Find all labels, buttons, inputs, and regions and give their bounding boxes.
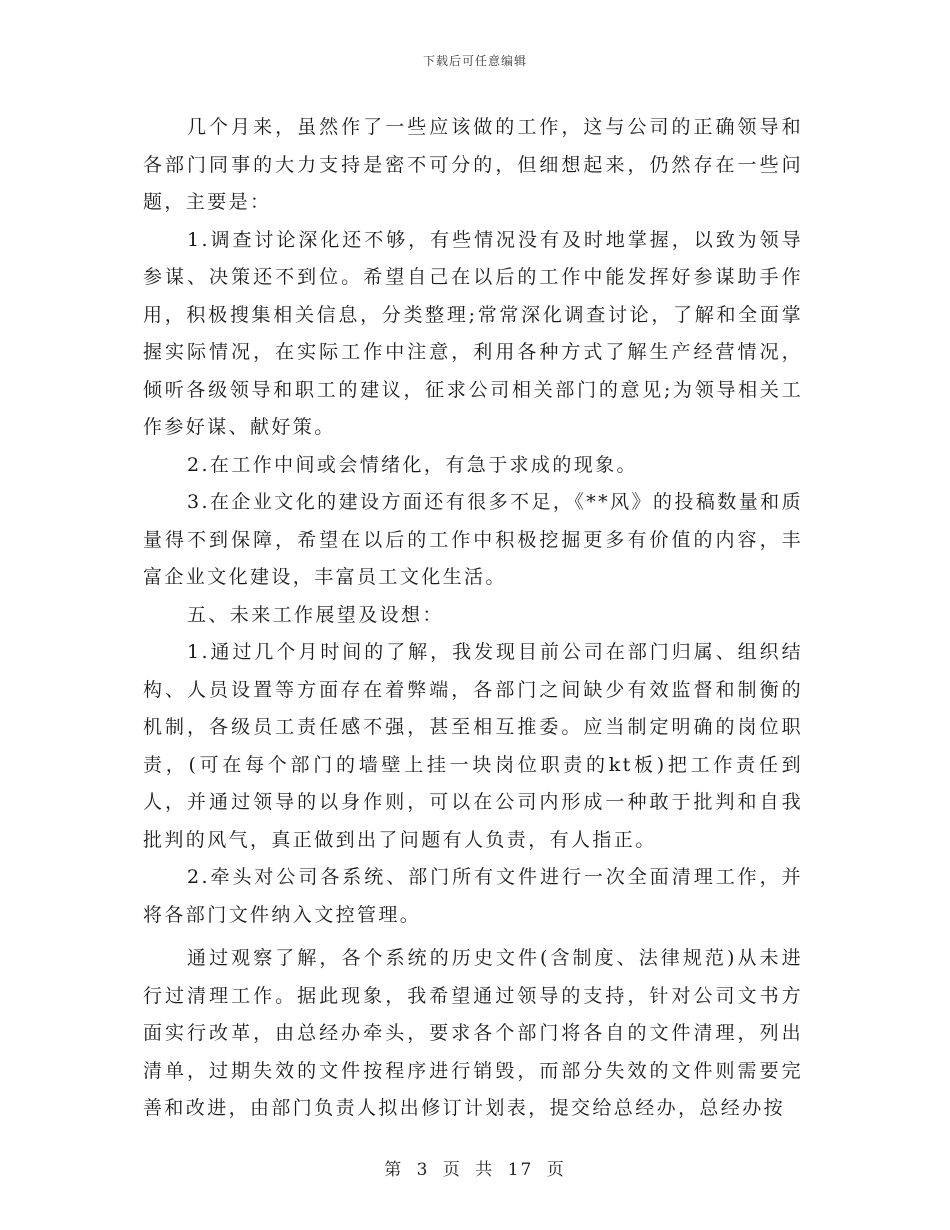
paragraph-observation: 通过观察了解，各个系统的历史文件(含制度、法律规范)从未进行过清理工作。据此现象，我希望通过领导的支持，针对公司文书方面实行改革，由总经办牵头，要求各个部门将各自的文件清理，列出清单，过期失效的文件按程序进行销毁，而部分失效的文件则需要完善和改进，由部门负责人拟出修订计划表，提交给总经办，总经办按 <box>143 947 803 1119</box>
paragraph-problems-intro: 几个月来，虽然作了一些应该做的工作，这与公司的正确领导和各部门同事的大力支持是密不可分的，但细想起来，仍然存在一些问题，主要是： <box>143 116 803 213</box>
page-number-footer: 第 3 页 共 17 页 <box>384 1160 566 1180</box>
paragraph-problem-2: 2.在工作中间或会情绪化，有急于求成的现象。 <box>187 453 638 476</box>
document-body <box>143 109 803 1128</box>
paragraph-outlook-1: 1.通过几个月时间的了解，我发现目前公司在部门归属、组织结构、人员设置等方面存在着弊端，各部门之间缺少有效监督和制衡的机制，各级员工责任感不强，甚至相互推委。应当制定明确的岗位职责，(可在每个部门的墙壁上挂一块岗位职责的kt板)把工作责任到人，并通过领导的以身作则，可以在公司内形成一种敢于批判和自我批判的风气，真正做到出了问题有人负责，有人指正。 <box>143 641 803 851</box>
paragraph-problem-3: 3.在企业文化的建设方面还有很多不足，《**风》的投稿数量和质量得不到保障，希望在以后的工作中积极挖掘更多有价值的内容，丰富企业文化建设，丰富员工文化生活。 <box>143 491 803 588</box>
section-heading-outlook: 五、未来工作展望及设想： <box>187 603 444 626</box>
page-header: 下载后可任意编辑 <box>422 54 527 68</box>
paragraph-problem-1: 1.调查讨论深化还不够，有些情况没有及时地掌握，以致为领导参谋、决策还不到位。希望自己在以后的工作中能发挥好参谋助手作用，积极搜集相关信息，分类整理;常常深化调查讨论，了解和全面掌握实际情况，在实际工作中注意，利用各种方式了解生产经营情况，倾听各级领导和职工的建议，征求公司相关部门的意见;为领导相关工作参好谋、献好策。 <box>143 228 803 438</box>
paragraph-outlook-2: 2.牵头对公司各系统、部门所有文件进行一次全面清理工作，并将各部门文件纳入文控管理。 <box>143 866 803 926</box>
